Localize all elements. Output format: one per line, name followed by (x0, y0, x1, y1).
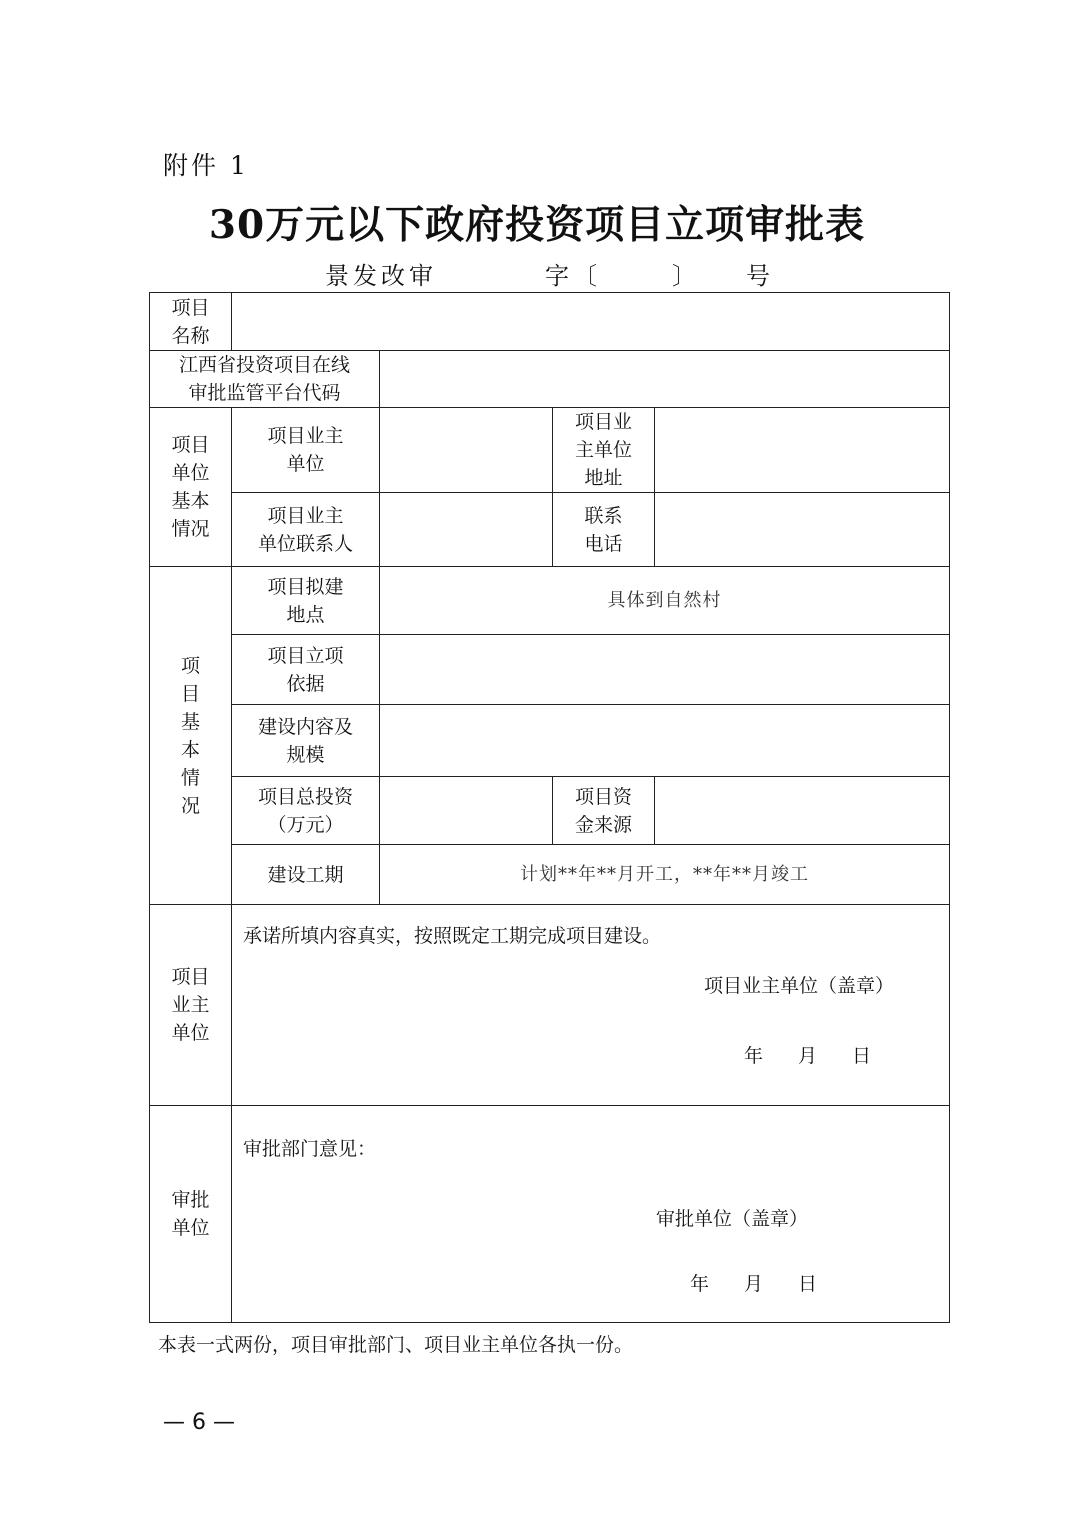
platform-code-label: 江西省投资项目在线 审批监管平台代码 (150, 351, 380, 408)
owner-unit-field[interactable] (380, 408, 553, 493)
total-investment-field[interactable] (380, 777, 553, 845)
owner-contact-field[interactable] (380, 493, 553, 567)
approval-opinion-cell[interactable] (232, 1106, 950, 1323)
owner-address-field[interactable] (655, 408, 950, 493)
approval-date-month: 月 (744, 1273, 764, 1295)
period-hint: 计划**年**月开工，**年**月竣工 (520, 864, 809, 885)
owner-date-month: 月 (798, 1045, 818, 1067)
doc-prefix: 景发改审 (325, 262, 437, 290)
location-label: 项目拟建 地点 (232, 567, 380, 635)
basis-field[interactable] (380, 635, 950, 705)
owner-address-label: 项目业 主单位 地址 (553, 408, 655, 493)
phone-label: 联系 电话 (553, 493, 655, 567)
location-field[interactable] (380, 567, 950, 635)
fund-source-label: 项目资 金来源 (553, 777, 655, 845)
approval-form-table (149, 292, 950, 1323)
commitment-text: 承诺所填内容真实，按照既定工期完成项目建设。 (243, 925, 662, 947)
project-name-field[interactable] (232, 293, 950, 351)
project-name-label: 项目 名称 (150, 293, 232, 351)
period-label: 建设工期 (232, 845, 380, 905)
platform-code-field[interactable] (380, 351, 950, 408)
fund-source-field[interactable] (655, 777, 950, 845)
footer-note: 本表一式两份，项目审批部门、项目业主单位各执一份。 (158, 1334, 634, 1356)
doc-suffix: 号 (746, 262, 774, 290)
attachment-label: 附件 1 (163, 151, 249, 180)
phone-field[interactable] (655, 493, 950, 567)
page-title: 30万元以下政府投资项目立项审批表 (208, 202, 866, 248)
location-hint: 具体到自然村 (607, 590, 722, 611)
approval-opinion-label: 审批部门意见： (243, 1138, 377, 1160)
scope-label: 建设内容及 规模 (232, 705, 380, 777)
unit-section-label: 项目 单位 基本 情况 (150, 408, 232, 567)
total-investment-label: 项目总投资 （万元） (232, 777, 380, 845)
approval-date-year: 年 (690, 1273, 710, 1295)
owner-section-label: 项目 业主 单位 (150, 905, 232, 1106)
approval-section-label: 审批 单位 (150, 1106, 232, 1323)
owner-date-day: 日 (852, 1045, 872, 1067)
owner-date-year: 年 (744, 1045, 764, 1067)
doc-close: 〕 (672, 262, 700, 290)
owner-unit-label: 项目业主 单位 (232, 408, 380, 493)
page-number: — 6 — (163, 1410, 235, 1435)
scope-field[interactable] (380, 705, 950, 777)
basis-label: 项目立项 依据 (232, 635, 380, 705)
approval-seal-label: 审批单位（盖章） (656, 1208, 809, 1230)
owner-commitment-cell[interactable] (232, 905, 950, 1106)
doc-char: 字〔 (545, 262, 601, 290)
basic-section-label: 项 目 基 本 情 况 (150, 567, 232, 905)
period-field[interactable] (380, 845, 950, 905)
approval-date-day: 日 (798, 1273, 818, 1295)
owner-contact-label: 项目业主 单位联系人 (232, 493, 380, 567)
owner-seal-label: 项目业主单位（盖章） (704, 975, 895, 997)
